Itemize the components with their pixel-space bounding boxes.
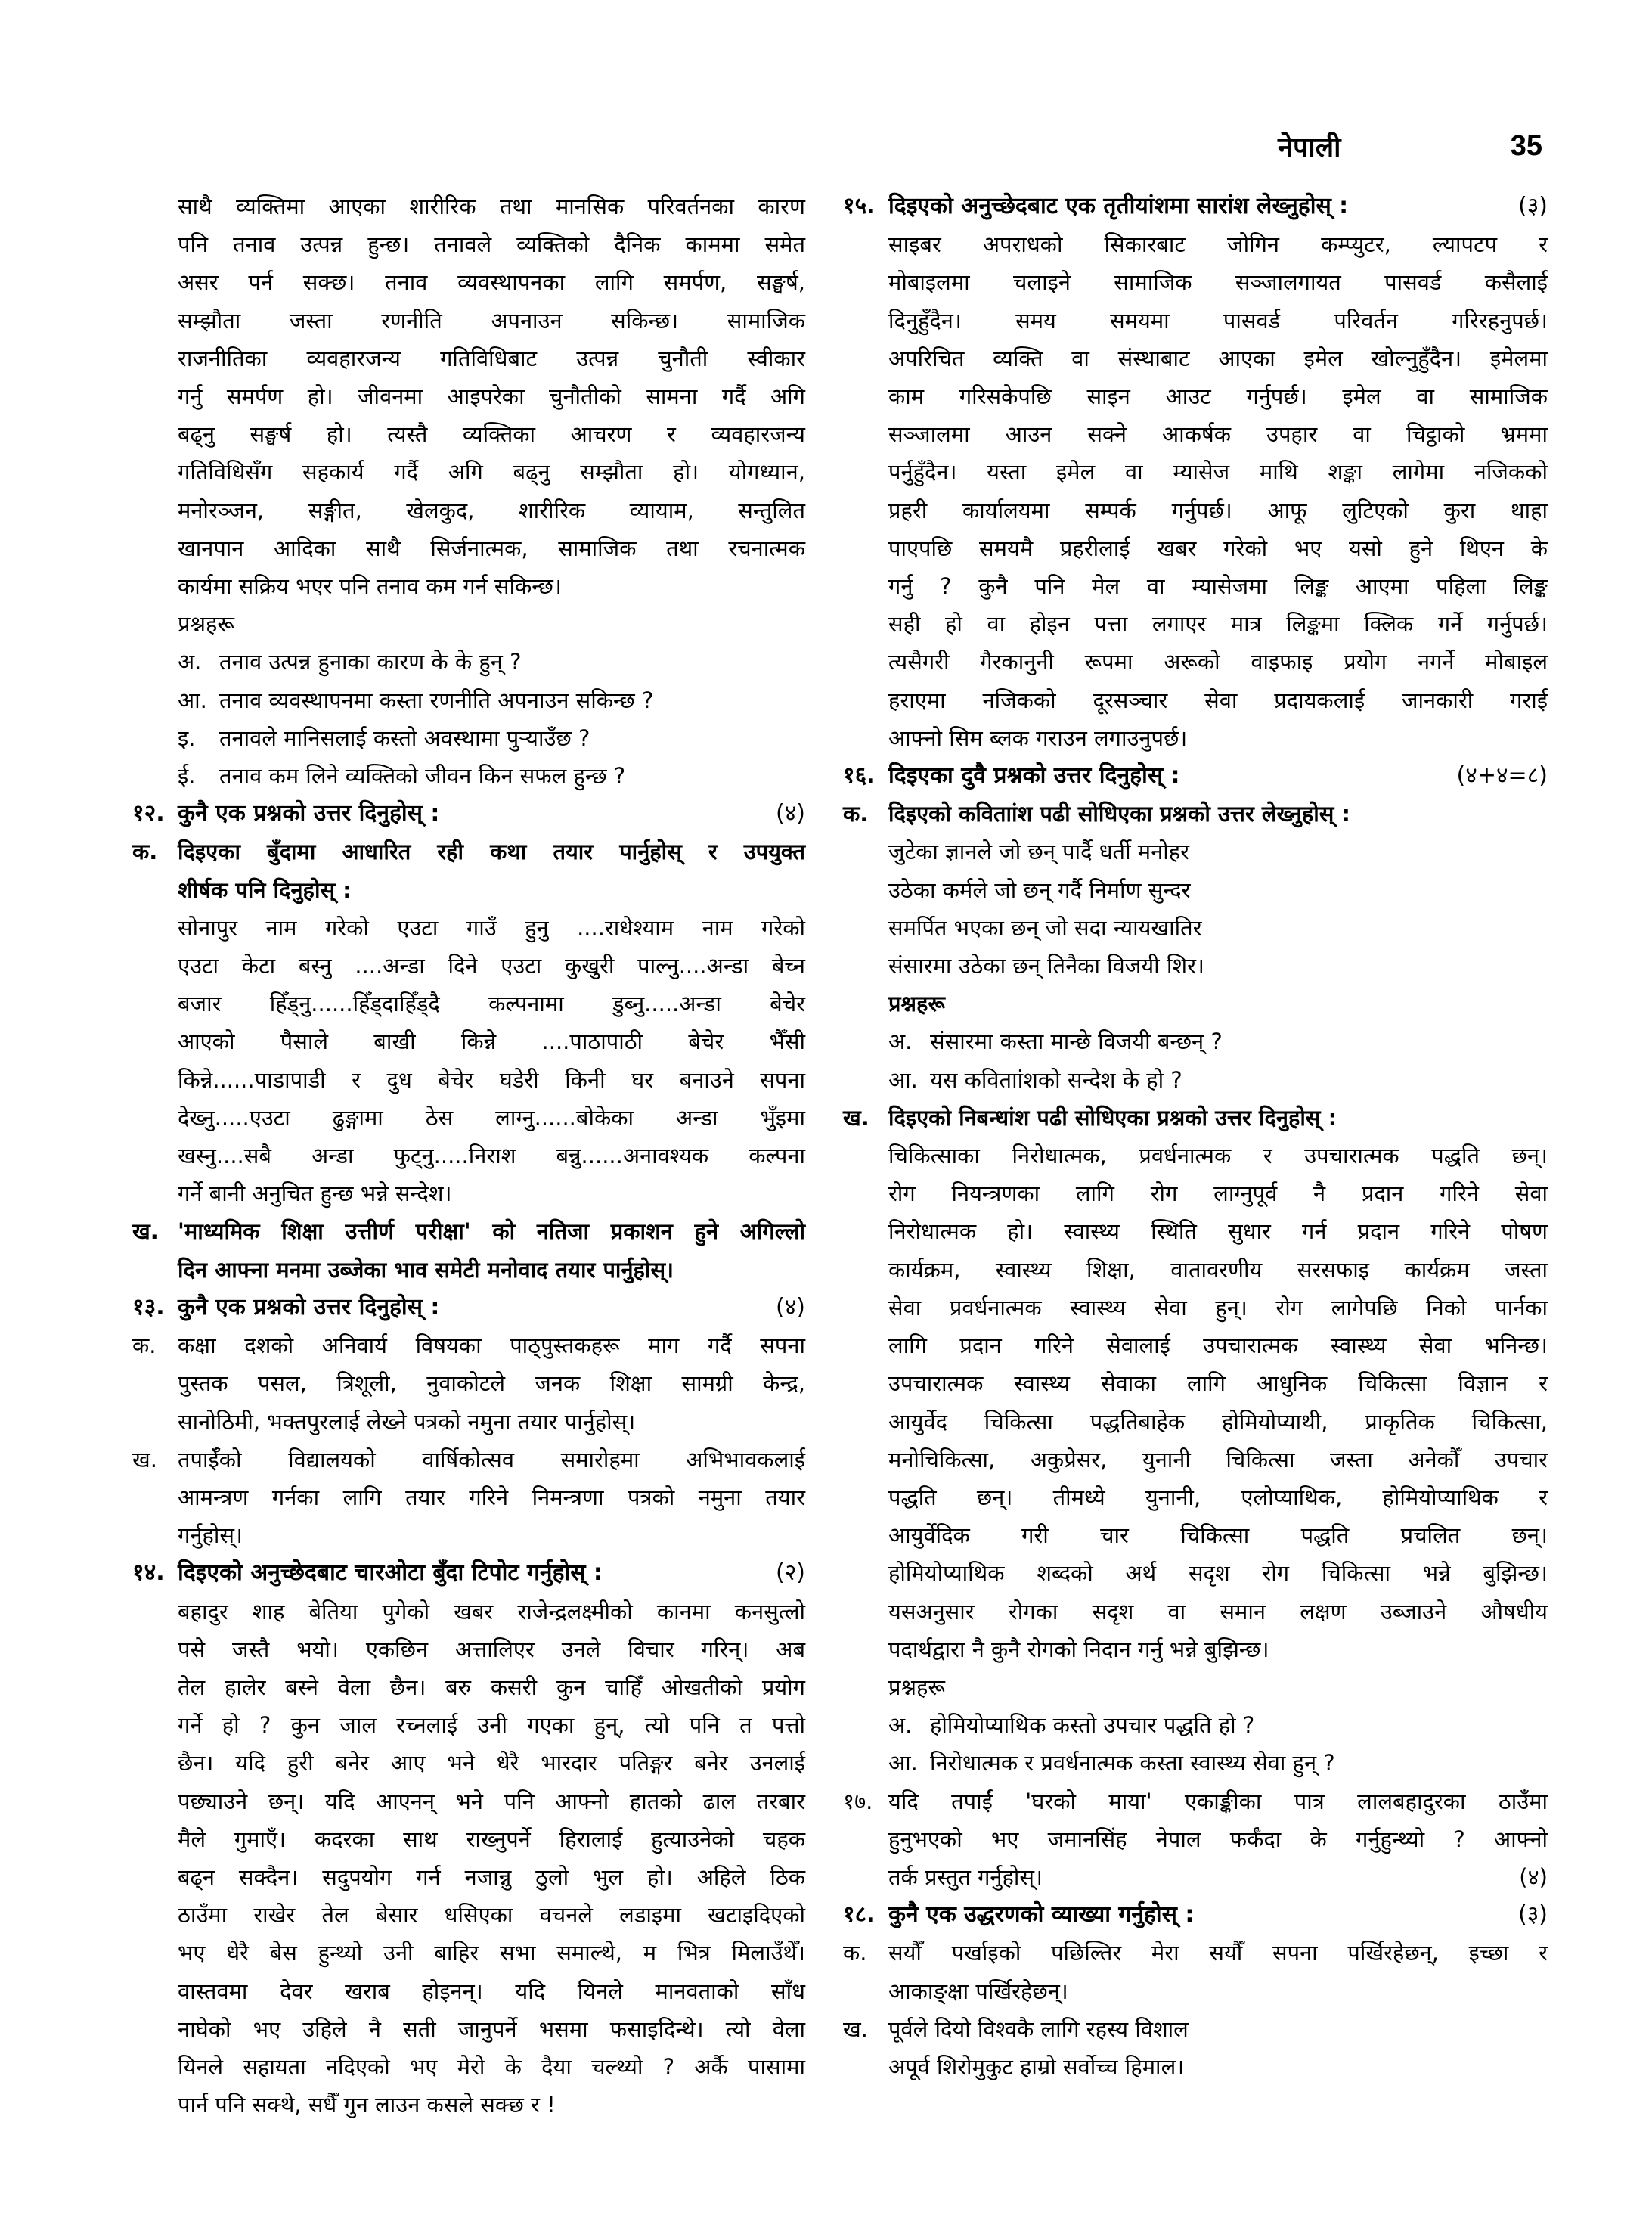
text-line: सही हो वा होइन पत्ता लगाएर मात्र लिङ्कमा क्लिक गर्ने गर्नुपर्छ। bbox=[888, 611, 1548, 638]
question-item-text: तनाव उत्पन्न हुनाका कारण के के हुन् ? bbox=[219, 649, 522, 675]
q16-option-ka bbox=[843, 795, 1548, 833]
text-line: आमन्त्रण गर्नका लागि तयार गरिने निमन्त्रणा पत्रको नमुना तयार bbox=[178, 1484, 805, 1510]
text-line: पछ्याउने छन्। यदि आएनन् भने पनि आफ्नो हातको ढाल तरबार bbox=[178, 1788, 805, 1814]
question-item bbox=[178, 643, 805, 681]
text-line: पदार्थद्वारा नै कुनै रोगको निदान गर्नु भन्ने बुझिन्छ। bbox=[888, 1636, 1269, 1662]
text-line: बढ्न सक्दैन। सदुपयोग गर्न नजान्नु ठुलो भुल हो। अहिले ठिक bbox=[178, 1863, 805, 1890]
text-line: जुटेका ज्ञानले जो छन् पार्दै धर्ती मनोहर bbox=[888, 839, 1190, 865]
question-marks: (४) bbox=[775, 800, 805, 827]
option-title-line: 'माध्यमिक शिक्षा उत्तीर्ण परीक्षा' को नतिजा प्रकाशन हुने अगिल्लो bbox=[178, 1218, 805, 1245]
option-label: क. bbox=[843, 1940, 867, 1966]
option-title: दिइएको निबन्धांश पढी सोधिएका प्रश्नको उत्तर दिनुहोस् : bbox=[888, 1104, 1337, 1131]
option-label: क. bbox=[132, 1333, 157, 1359]
question-marks: (४) bbox=[1519, 1863, 1548, 1890]
text-line: नाघेको भए उहिले नै सती जानुपर्ने भसमा फसाइदिन्थे। त्यो वेला bbox=[178, 2015, 805, 2042]
text-line: यसअनुसार रोगका सदृश वा समान लक्षण उब्जाउने औषधीय bbox=[888, 1598, 1548, 1624]
question-title: दिइएको अनुच्छेदबाट एक तृतीयांशमा सारांश लेख्नुहोस् : bbox=[888, 193, 1349, 219]
text-line: मोबाइलमा चलाइने सामाजिक सञ्जालगायत पासवर्ड कसैलाई bbox=[888, 269, 1548, 296]
questions-label: प्रश्नहरू bbox=[178, 611, 234, 638]
question-item bbox=[888, 1706, 1548, 1744]
q13-option-kha bbox=[132, 1441, 805, 1555]
question-12 bbox=[132, 795, 805, 1289]
question-number: १५. bbox=[843, 193, 876, 219]
question-item bbox=[178, 757, 805, 795]
text-line: साथै व्यक्तिमा आएका शारीरिक तथा मानसिक परिवर्तनका कारण bbox=[178, 194, 805, 219]
text-line: गर्नु समर्पण हो। जीवनमा आइपरेका चुनौतीको सामना गर्दै अगि bbox=[178, 383, 805, 410]
question-item-text: संसारमा कस्ता मान्छे विजयी बन्छन् ? bbox=[930, 1029, 1223, 1055]
question-marks: (४) bbox=[775, 1293, 805, 1320]
text-line: सम्झौता जस्ता रणनीति अपनाउन सकिन्छ। सामाजिक bbox=[178, 307, 805, 334]
text-line: मनोरञ्जन, सङ्गीत, खेलकुद, शारीरिक व्यायाम, सन्तुलित bbox=[178, 497, 805, 523]
option-label: ख. bbox=[843, 2015, 868, 2042]
text-line: सेवा प्रवर्धनात्मक स्वास्थ्य सेवा हुन्। रोग लागेपछि निको पार्नका bbox=[888, 1294, 1548, 1320]
passage-questions bbox=[132, 605, 805, 795]
text-line: गर्ने बानी अनुचित हुन्छ भन्ने सन्देश। bbox=[178, 1181, 452, 1207]
text-line: चिकित्साका निरोधात्मक, प्रवर्धनात्मक र उपचारात्मक पद्धति छन्। bbox=[888, 1143, 1548, 1169]
question-item-label: आ. bbox=[888, 1066, 918, 1093]
question-item-text: यस कविताांशको सन्देश के हो ? bbox=[930, 1066, 1182, 1093]
option-title-line: दिइएका बुँदामा आधारित रही कथा तयार पार्नुहोस् र उपयुक्त bbox=[178, 839, 805, 865]
option-label: क. bbox=[132, 839, 158, 865]
option-label: ख. bbox=[132, 1446, 157, 1472]
question-title: कुनै एक उद्धरणको व्याख्या गर्नुहोस् : bbox=[888, 1901, 1195, 1928]
question-12-header bbox=[132, 795, 805, 833]
question-number: १२. bbox=[132, 800, 165, 827]
text-line: गतिविधिसँग सहकार्य गर्दै अगि बढ्नु सम्झौता हो। योगध्यान, bbox=[178, 459, 805, 486]
text-line: प्रहरी कार्यालयमा सम्पर्क गर्नुपर्छ। आफू लुटिएको कुरा थाहा bbox=[888, 497, 1548, 523]
q16-ka-questions bbox=[843, 985, 1548, 1099]
question-number: १३. bbox=[132, 1293, 165, 1320]
text-line: साइबर अपराधको सिकारबाट जोगिन कम्प्युटर, ल्यापटप र bbox=[888, 231, 1548, 258]
q12-option-ka bbox=[132, 833, 805, 908]
question-title: कुनै एक प्रश्नको उत्तर दिनुहोस् : bbox=[178, 800, 440, 827]
question-marks: (४+४=८) bbox=[1456, 762, 1548, 790]
text-line: मैले गुमाएँ। कदरका साथ राख्नुपर्ने हिरालाई हुत्याउनेको चहक bbox=[178, 1826, 805, 1852]
q14-passage bbox=[132, 1593, 805, 2124]
q18-option-ka bbox=[843, 1934, 1548, 2009]
text-line: हुनुभएको भए जमानसिंह नेपाल फर्कँदा के गर्नुहुन्थ्यो ? आफ्नो bbox=[888, 1826, 1548, 1852]
question-item-label: अ. bbox=[888, 1712, 913, 1739]
question-18-header bbox=[843, 1896, 1548, 1934]
question-item-label: आ. bbox=[178, 687, 207, 713]
text-line: खानपान आदिका साथै सिर्जनात्मक, सामाजिक तथा रचनात्मक bbox=[178, 535, 805, 561]
question-item bbox=[888, 1744, 1548, 1782]
question-17 bbox=[843, 1783, 1548, 1897]
question-item bbox=[178, 681, 805, 719]
question-14-header bbox=[132, 1554, 805, 1592]
text-line: अपूर्व शिरोमुकुट हाम्रो सर्वोच्च हिमाल। bbox=[888, 2053, 1185, 2080]
q16-kha-questions bbox=[843, 1668, 1548, 1783]
text-line: आकाङ्क्षा पर्खिरहेछन्। bbox=[888, 1978, 1068, 2004]
text-line: रोग नियन्त्रणका लागि रोग लाग्नुपूर्व नै प्रदान गरिने सेवा bbox=[888, 1181, 1548, 1207]
text-line: कार्यक्रम, स्वास्थ्य शिक्षा, वातावरणीय सरसफाइ कार्यक्रम जस्ता bbox=[888, 1256, 1548, 1283]
option-title-line: दिन आफ्ना मनमा उब्जेका भाव समेटी मनोवाद तयार पार्नुहोस्। bbox=[178, 1256, 674, 1283]
text-line: छैन। यदि हुरी बनेर आए भने धेरै भारदार पतिङ्गर बनेर उनलाई bbox=[178, 1750, 805, 1776]
question-item-label: ई. bbox=[178, 763, 196, 790]
page-number: 35 bbox=[1510, 129, 1542, 162]
text-line: बजार हिँड्नु......हिँड्दाहिँड्दै कल्पनामा डुब्नु.....अन्डा बेचेर bbox=[178, 991, 805, 1017]
question-16-header bbox=[843, 757, 1548, 795]
text-line: होमियोप्याथिक शब्दको अर्थ सदृश रोग चिकित्सा भन्ने बुझिन्छ। bbox=[888, 1560, 1548, 1587]
text-line: गर्नुहोस्। bbox=[178, 1522, 243, 1549]
text-line: हराएमा नजिकको दूरसञ्चार सेवा प्रदायकलाई जानकारी गराई bbox=[888, 687, 1548, 713]
option-label: ख. bbox=[132, 1218, 159, 1245]
text-line: कक्षा दशको अनिवार्य विषयका पाठ्पुस्तकहरू माग गर्दै सपना bbox=[178, 1333, 805, 1359]
question-marks: (३) bbox=[1517, 193, 1548, 219]
questions-label: प्रश्नहरू bbox=[888, 991, 945, 1017]
question-number: १७. bbox=[843, 1788, 873, 1814]
text-line: समर्पित भएका छन् जो सदा न्यायखातिर bbox=[888, 914, 1202, 941]
text-line: सोनापुर नाम गरेको एउटा गाउँ हुनु ....राधेश्याम नाम गरेको bbox=[178, 914, 805, 941]
option-title-line: शीर्षक पनि दिनुहोस् : bbox=[178, 877, 352, 903]
text-line: तेल हालेर बस्ने वेला छैन। बरु कसरी कुन चाहिँ ओखतीको प्रयोग bbox=[178, 1674, 805, 1700]
question-title: कुनै एक प्रश्नको उत्तर दिनुहोस् : bbox=[178, 1293, 440, 1320]
text-line: आएको पैसाले बाखी किन्ने ....पाठापाठी बेचेर भैँसी bbox=[178, 1029, 805, 1055]
question-title: दिइएको अनुच्छेदबाट चारओटा बुँदा टिपोट गर्नुहोस् : bbox=[178, 1559, 603, 1587]
q18-option-kha bbox=[843, 2010, 1548, 2086]
q13-option-ka bbox=[132, 1326, 805, 1441]
text-line: त्यसैगरी गैरकानुनी रूपमा अरूको वाइफाइ प्रयोग नगर्ने मोबाइल bbox=[888, 649, 1548, 675]
question-item bbox=[888, 1061, 1548, 1099]
question-item-text: तनाव व्यवस्थापनमा कस्ता रणनीति अपनाउन सकिन्छ ? bbox=[219, 687, 654, 713]
question-marks: (३) bbox=[1517, 1901, 1548, 1928]
question-15 bbox=[843, 188, 1548, 757]
stress-passage bbox=[132, 188, 805, 605]
option-label: ख. bbox=[843, 1104, 869, 1131]
text-line: अपरिचित व्यक्ति वा संस्थाबाट आएका इमेल खोल्नुहुँदैन। इमेलमा bbox=[888, 345, 1548, 371]
text-line: तर्क प्रस्तुत गर्नुहोस्। bbox=[888, 1863, 1043, 1890]
question-item-label: आ. bbox=[888, 1750, 918, 1776]
text-line: खस्नु....सबै अन्डा फुट्नु.....निराश बन्नु......अनावश्यक कल्पना bbox=[178, 1143, 805, 1169]
questions-label: प्रश्नहरू bbox=[888, 1674, 945, 1700]
text-line: पसे जस्तै भयो। एकछिन अत्तालिएर उनले विचार गरिन्। अब bbox=[178, 1636, 805, 1662]
question-item-label: इ. bbox=[178, 724, 196, 751]
question-item-text: होमियोप्याथिक कस्तो उपचार पद्धति हो ? bbox=[930, 1712, 1255, 1739]
question-number: १८. bbox=[843, 1901, 876, 1928]
text-line: गर्ने हो ? कुन जाल रच्नलाई उनी गएका हुन्, त्यो पनि त पत्तो bbox=[178, 1712, 805, 1739]
text-line: आयुर्वेद चिकित्सा पद्धतिबाहेक होमियोप्याथी, प्राकृतिक चिकित्सा, bbox=[888, 1408, 1548, 1435]
text-line: यदि तपाईं 'घरको माया' एकाङ्कीका पात्र लालबहादुरका ठाउँमा bbox=[888, 1788, 1548, 1814]
text-line: पाएपछि समयमै प्रहरीलाई खबर गरेको भए यसो हुने थिएन के bbox=[888, 535, 1548, 561]
question-title: दिइएका दुवै प्रश्नको उत्तर दिनुहोस् : bbox=[888, 762, 1180, 790]
q15-passage bbox=[843, 225, 1548, 757]
question-13-header bbox=[132, 1289, 805, 1326]
text-line: पार्न पनि सक्थे, सधैँ गुन लाउन कसले सक्छ र ! bbox=[178, 2092, 556, 2118]
subject-title: नेपाली bbox=[1278, 132, 1341, 163]
text-line: लागि प्रदान गरिने सेवालाई उपचारात्मक स्वास्थ्य सेवा भनिन्छ। bbox=[888, 1333, 1548, 1359]
question-item-label: अ. bbox=[888, 1029, 913, 1055]
text-line: उपचारात्मक स्वास्थ्य सेवाका लागि आधुनिक चिकित्सा विज्ञान र bbox=[888, 1370, 1548, 1397]
text-line: काम गरिसकेपछि साइन आउट गर्नुपर्छ। इमेल वा सामाजिक bbox=[888, 383, 1548, 410]
question-13 bbox=[132, 1289, 805, 1554]
right-column bbox=[843, 188, 1548, 2086]
q16-option-kha bbox=[843, 1099, 1548, 1137]
text-line: एउटा केटा बस्नु ....अन्डा दिने एउटा कुखुरी पाल्नु....अन्डा बेच्न bbox=[178, 953, 805, 979]
text-line: राजनीतिका व्यवहारजन्य गतिविधिबाट उत्पन्न चुनौती स्वीकार bbox=[178, 345, 805, 371]
text-line: यिनले सहायता नदिएको भए मेरो के दैया चल्थ्यो ? अर्कै पासामा bbox=[178, 2053, 805, 2080]
text-line: सञ्जालमा आउन सक्ने आकर्षक उपहार वा चिट्ठाको भ्रममा bbox=[888, 421, 1548, 448]
text-line: दिनुहुँदैन। समय समयमा पासवर्ड परिवर्तन गरिरहनुपर्छ। bbox=[888, 307, 1548, 334]
text-line: सानोठिमी, भक्तपुरलाई लेख्ने पत्रको नमुना तयार पार्नुहोस्। bbox=[178, 1408, 636, 1435]
option-title: दिइएको कविताांश पढी सोधिएका प्रश्नको उत्तर लेख्नुहोस् : bbox=[888, 801, 1351, 827]
text-line: असर पर्न सक्छ। तनाव व्यवस्थापनका लागि समर्पण, सङ्घर्ष, bbox=[178, 269, 805, 296]
q16-essay-passage bbox=[843, 1137, 1548, 1668]
text-line: गर्नु ? कुनै पनि मेल वा म्यासेजमा लिङ्क आएमा पहिला लिङ्क bbox=[888, 573, 1548, 600]
q16-poem bbox=[843, 833, 1548, 985]
text-line: उठेका कर्मले जो छन् गर्दै निर्माण सुन्दर bbox=[888, 877, 1191, 903]
text-line: निरोधात्मक हो। स्वास्थ्य स्थिति सुधार गर्न प्रदान गरिने पोषण bbox=[888, 1218, 1548, 1245]
text-line: किन्ने......पाडापाडी र दुध बेचेर घडेरी किनी घर बनाउने सपना bbox=[178, 1066, 805, 1093]
question-item bbox=[178, 719, 805, 757]
text-line: आयुर्वेदिक गरी चार चिकित्सा पद्धति प्रचलित छन्। bbox=[888, 1522, 1548, 1549]
q12-story-points bbox=[132, 909, 805, 1213]
text-line: ठाउँमा राखेर तेल बेसार धसिएका वचनले लडाइमा खटाइदिएको bbox=[178, 1902, 805, 1928]
text-line: मनोचिकित्सा, अकुप्रेसर, युनानी चिकित्सा जस्ता अनेकौँ उपचार bbox=[888, 1446, 1548, 1472]
question-item bbox=[888, 1022, 1548, 1060]
text-line: पनि तनाव उत्पन्न हुन्छ। तनावले व्यक्तिको दैनिक काममा समेत bbox=[178, 231, 805, 258]
question-marks: (२) bbox=[775, 1559, 805, 1587]
question-15-header bbox=[843, 188, 1548, 225]
question-item-text: तनावले मानिसलाई कस्तो अवस्थामा पुऱ्याउँछ ? bbox=[219, 724, 590, 751]
question-18 bbox=[843, 1896, 1548, 2086]
text-line: पर्नुहुँदैन। यस्ता इमेल वा म्यासेज माथि शङ्का लागेमा नजिकको bbox=[888, 459, 1548, 486]
page-header bbox=[1278, 127, 1542, 165]
q12-option-kha bbox=[132, 1212, 805, 1288]
option-label: क. bbox=[843, 801, 869, 827]
text-line: बहादुर शाह बेतिया पुगेको खबर राजेन्द्रलक्ष्मीको कानमा कनसुत्लो bbox=[178, 1598, 805, 1624]
left-column bbox=[132, 188, 805, 2124]
text-line: पद्धति छन्। तीमध्ये युनानी, एलोप्याथिक, होमियोप्याथिक र bbox=[888, 1484, 1548, 1510]
text-line: कार्यमा सक्रिय भएर पनि तनाव कम गर्न सकिन्छ। bbox=[178, 573, 562, 600]
question-number: १६. bbox=[843, 762, 876, 790]
text-line: देख्नु.....एउटा ढुङ्गामा ठेस लाग्नु......बोकेका अन्डा भुँइमा bbox=[178, 1104, 805, 1131]
text-line: पुस्तक पसल, त्रिशूली, नुवाकोटले जनक शिक्षा सामग्री केन्द्र, bbox=[178, 1370, 805, 1397]
text-line: पूर्वले दियो विश्वकै लागि रहस्य विशाल bbox=[888, 2015, 1189, 2042]
text-line: तपाईँको विद्यालयको वार्षिकोत्सव समारोहमा अभिभावकलाई bbox=[178, 1446, 805, 1472]
text-line: आफ्नो सिम ब्लक गराउन लगाउनुपर्छ। bbox=[888, 724, 1188, 751]
question-14 bbox=[132, 1554, 805, 2124]
question-item-text: निरोधात्मक र प्रवर्धनात्मक कस्ता स्वास्थ्य सेवा हुन् ? bbox=[930, 1750, 1335, 1776]
text-line: सयौँ पर्खाइको पछिल्तिर मेरा सयौँ सपना पर्खिरहेछन्, इच्छा र bbox=[888, 1940, 1548, 1966]
question-item-label: अ. bbox=[178, 649, 202, 675]
question-item-text: तनाव कम लिने व्यक्तिको जीवन किन सफल हुन्छ ? bbox=[219, 763, 626, 790]
text-line: भए धेरै बेस हुन्थ्यो उनी बाहिर सभा समाल्थे, म भित्र मिलाउँथेँ। bbox=[178, 1940, 805, 1966]
text-line: वास्तवमा देवर खराब होइनन्। यदि यिनले मानवताको साँध bbox=[178, 1978, 805, 2004]
text-line: बढ्नु सङ्घर्ष हो। त्यस्तै व्यक्तिका आचरण र व्यवहारजन्य bbox=[178, 421, 805, 448]
question-16 bbox=[843, 757, 1548, 1782]
text-line: संसारमा उठेका छन् तिनैका विजयी शिर। bbox=[888, 953, 1204, 979]
question-number: १४. bbox=[132, 1559, 165, 1587]
